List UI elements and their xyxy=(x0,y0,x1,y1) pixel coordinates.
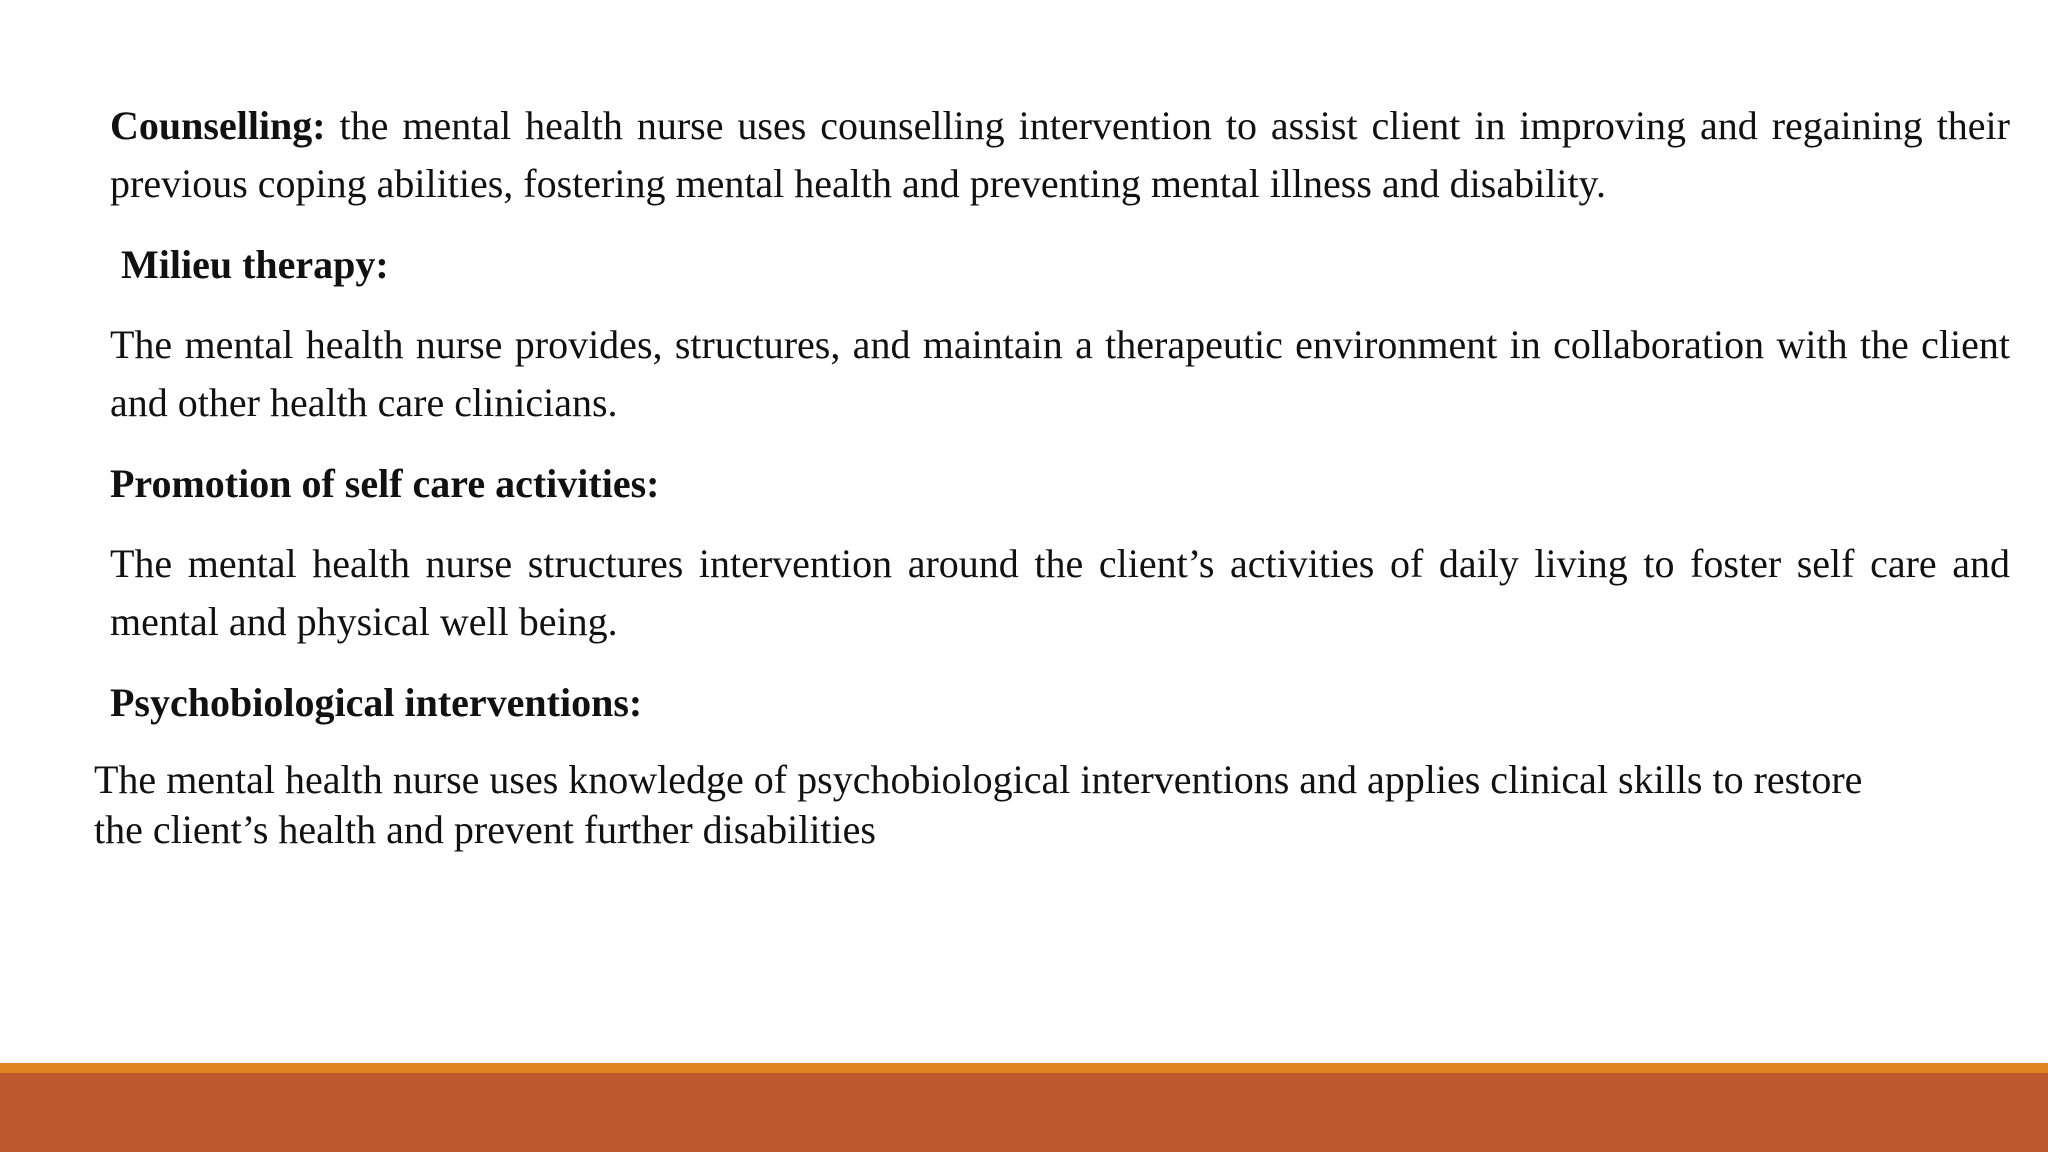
psychobiological-body-line-2: the client’s health and prevent further disabilities xyxy=(94,807,876,852)
self-care-body: The mental health nurse structures intervention around the client’s activities of daily living to foster self care and mental and physical well being. xyxy=(110,541,2010,644)
counselling-paragraph xyxy=(110,97,2010,213)
milieu-body: The mental health nurse provides, structures, and maintain a therapeutic environment in collaboration with the client and other health care clinicians. xyxy=(110,322,2010,425)
counselling-body: the mental health nurse uses counselling intervention to assist client in improving and regaining their previous coping abilities, fostering mental health and preventing mental illness and disability. xyxy=(110,103,2010,206)
footer-band xyxy=(0,1073,2048,1152)
milieu-heading: Milieu therapy: xyxy=(121,242,389,287)
self-care-heading: Promotion of self care activities: xyxy=(110,461,660,506)
psychobiological-body-line-1: The mental health nurse uses knowledge of psychobiological interventions and applies clinical skills to restore xyxy=(94,757,1863,802)
counselling-heading: Counselling: xyxy=(110,103,326,148)
psychobiological-heading: Psychobiological interventions: xyxy=(110,680,643,725)
footer-accent-line xyxy=(0,1063,2048,1073)
